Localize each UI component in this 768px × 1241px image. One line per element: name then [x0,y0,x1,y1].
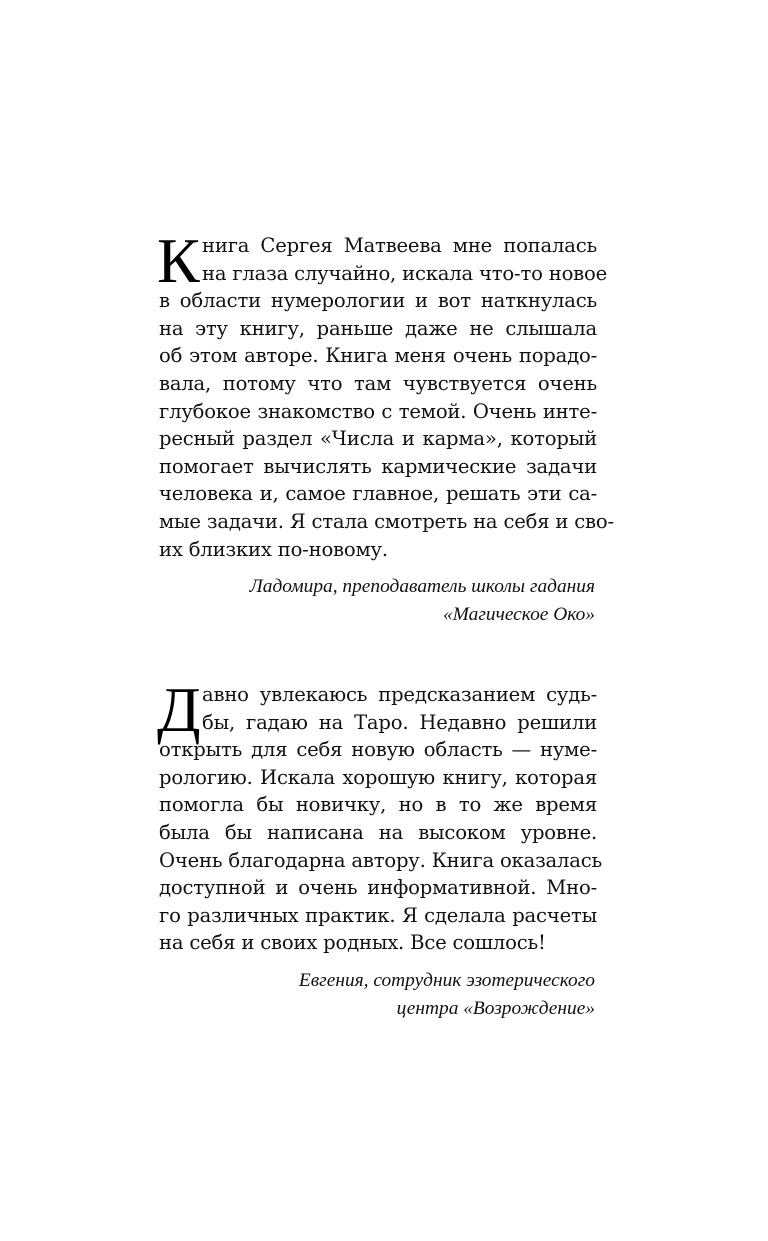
attribution-line: Евгения, сотрудник эзотерического [298,969,595,991]
text-line: вала, потому что там чувствуется очень [159,371,597,395]
text-line: авно увлекаюсь предсказанием судь- [202,683,597,706]
text-line: их близких по-новому. [159,537,388,561]
text-line: на эту книгу, раньше даже не слышала [159,316,597,340]
text-line: ресный раздел «Числа и карма», который [159,427,597,451]
review-ladomira [157,225,614,628]
text-line: глубокое знакомство с темой. Очень инте- [159,399,597,423]
attribution-line: «Магическое Око» [443,603,595,625]
text-line: помогла бы новичку, но в то же время [159,793,597,817]
review-text [157,225,614,563]
text-line: на себя и своих родных. Все сошлось! [159,931,546,955]
review-evgenia [157,674,603,1022]
text-line: нига Сергея Матвеева мне попалась [202,234,597,257]
text-line: была бы написана на высоком уровне. [159,820,597,844]
review-attribution [159,967,597,1022]
text-line: открыть для себя новую область — нуме- [159,738,597,762]
attribution-line: центра «Возрождение» [396,997,595,1019]
text-line: на глаза случайно, искала что-то новое [202,261,607,285]
text-line: доступной и очень информативной. Мно- [159,876,597,900]
attribution-line: Ладомира, преподаватель школы гадания [249,576,595,598]
text-line: в области нумерологии и вот наткнулась [159,289,597,313]
text-line: го различных практик. Я сделала расчеты [159,903,597,927]
drop-cap: К [157,225,200,296]
review-attribution [159,573,597,628]
text-line: помогает вычислять кармические задачи [159,454,597,478]
drop-cap: Д [157,674,201,745]
text-line: об этом авторе. Книга меня очень порадо- [159,344,597,368]
text-line: человека и, самое главное, решать эти са- [159,482,597,506]
text-line: мые задачи. Я стала смотреть на себя и сво- [159,509,614,533]
text-line: Очень благодарна автору. Книга оказалась [159,848,603,872]
review-text [157,674,603,957]
text-line: рологию. Искала хорошую книгу, которая [159,765,597,789]
text-line: бы, гадаю на Таро. Недавно решили [202,710,597,734]
